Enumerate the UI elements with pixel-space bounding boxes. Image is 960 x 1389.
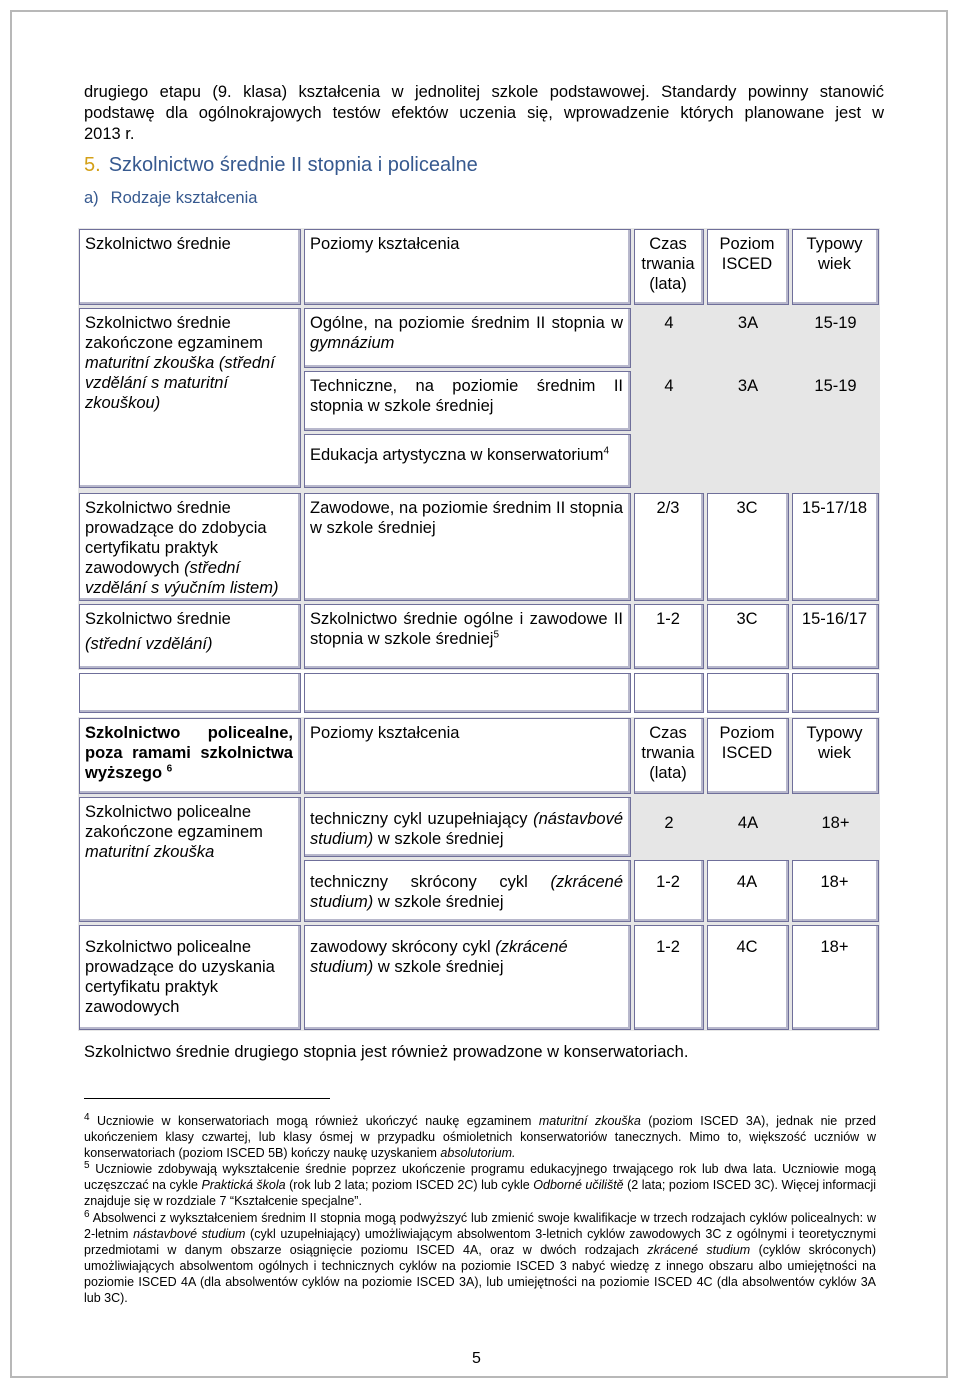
intro-paragraph <box>84 82 884 145</box>
table2-group2-label: Szkolnictwo policealne prowadzące do uzyskania certyfikatu praktyk zawodowych <box>80 926 300 1029</box>
table2-g1-row2-duration: 1-2 <box>635 861 703 921</box>
table-secondary-education <box>78 228 880 670</box>
table2-g2-isced: 4C <box>708 926 788 1029</box>
spacer-cell-3 <box>635 674 703 712</box>
footnote-6: $^6$ Absolwenci z wykształceniem średnim II stopnia mogą podwyższyć lub zmienić swoje kwalifikacje w trzech rodzajach cyklów policealnych: w 2-letnim nástavbové studium (cykl uzupełniający) umożliwiającym absolwentom 3-letnich cyklów zawodowych 3C z ogólnymi i teoretycznymi przedmiotami w danym obszarze osiągnięcie poziomu ISCED 4A, oraz w dwóch rodzajach zkrácené studium (cyklów skróconych) umożliwiających absolwentom ogólnych i technicznych cyklów na poziomie ISCED 3 nabyć wiedzę z innego obszaru albo umiejętności na poziomie ISCED 4A (dla absolwentów cyklów na poziomie ISCED 3A), lub umiejętności na poziomie ISCED 4C (dla absolwentów cyklów 3A lub 3C). <box>84 1208 877 1305</box>
table1-g1-row2-age: 15-19 <box>814 377 857 395</box>
table1-g3-level: Szkolnictwo średnie ogólne i zawodowe II stopnia w szkole średniej$^5$ <box>305 605 630 668</box>
table1-g1-row1-age: 15-19 <box>814 314 857 332</box>
intro-line-2: podstawę dla ogólnokrajowych testów efektów uczenia się, wprowadzenie których planowane jest w <box>84 104 884 122</box>
table1-g2-duration: 2/3 <box>635 494 703 600</box>
table2-g1-row2-age: 18+ <box>793 861 878 921</box>
table1-g3-duration: 1-2 <box>635 605 703 668</box>
table1-g2-level: Zawodowe, na poziomie średnim II stopnia w szkole średniej <box>305 494 630 600</box>
page-number: 5 <box>472 1350 481 1367</box>
table1-header-col5: Typowy wiek <box>793 230 878 304</box>
spacer-cell-1 <box>80 674 300 712</box>
table2-g2-level: zawodowy skrócony cykl (zkrácené studium) w szkole średniej <box>305 926 630 1029</box>
table2-g1-row1-duration: 2 <box>664 814 674 832</box>
table2-g1-row2-level: techniczny skrócony cykl (zkrácené studium) w szkole średniej <box>305 861 630 921</box>
table1-header-col1: Szkolnictwo średnie <box>80 230 300 304</box>
table2-g1-row1-isced: 4A <box>737 814 759 832</box>
table2-header-col1: Szkolnictwo policealne, poza ramami szkolnictwa wyższego $^6$ <box>80 719 300 793</box>
table1-group3-label: Szkolnictwo średnie (střední vzdělání) <box>80 605 300 668</box>
table-spacer-row <box>78 672 880 714</box>
table2-header-col3: Czas trwania (lata) <box>635 719 703 793</box>
footnote-5: $^5$ Uczniowie zdobywają wykształcenie średnie poprzez ukończenie programu edukacyjnego trwającego rok lub dwa lata. Uczniowie mogą uczęszczać na cykle Praktická škola (rok lub 2 lata; poziom ISCED 2C) lub cykle Odborné učiliště (2 lata; poziom ISCED 3C). Więcej informacji znajduje się w rozdziale 7 “Kształcenie specjalne”. <box>84 1159 877 1208</box>
footnote-4: $^4$ Uczniowie w konserwatoriach mogą również ukończyć naukę egzaminem maturitní zkouška (poziom ISCED 3A), jednak nie przed ukończeniem klasy czwartej, lub klasy ósmej w przypadku ośmioletnich konserwatoriów tanecznych. Mimo to, większość uczniów w konserwatoriach (poziom ISCED 5B) kończy naukę uzyskaniem absolutorium. <box>84 1111 876 1160</box>
section-number: 5. <box>84 154 101 176</box>
table1-g1-row2-duration: 4 <box>664 377 674 395</box>
subsection-letter: a) <box>84 189 99 207</box>
footnote-separator <box>84 1098 330 1099</box>
spacer-cell-5 <box>793 674 878 712</box>
table2-g1-row1-level: techniczny cykl uzupełniający (nástavbové studium) w szkole średniej <box>305 798 630 856</box>
section-heading <box>84 154 478 177</box>
table2-header-col2: Poziomy kształcenia <box>305 719 630 793</box>
table1-header-col3: Czas trwania (lata) <box>635 230 703 304</box>
table1-g2-age: 15-17/18 <box>793 494 878 600</box>
table2-group1-label: Szkolnictwo policealne zakończone egzaminem maturitní zkouška <box>80 798 300 921</box>
table2-g1-row2-isced: 4A <box>708 861 788 921</box>
table2-header-col5: Typowy wiek <box>793 719 878 793</box>
footnote-ref-5: 5 <box>493 629 499 641</box>
table1-g1-row1-duration: 4 <box>664 314 674 332</box>
table1-g1-row2-isced: 3A <box>737 377 759 395</box>
table2-g1-row1-age: 18+ <box>821 814 850 832</box>
subsection-title: Rodzaje kształcenia <box>110 189 258 207</box>
table1-g3-isced: 3C <box>708 605 788 668</box>
table1-g1-row3-level: Edukacja artystyczna w konserwatorium$^4$ <box>305 435 630 487</box>
table1-group1-label: Szkolnictwo średnie zakończone egzaminem maturitní zkouška (střední vzdělání s maturitní zkouškou) <box>80 309 300 487</box>
spacer-cell-4 <box>708 674 788 712</box>
section-title: Szkolnictwo średnie II stopnia i policealne <box>108 154 478 176</box>
table1-g1-row1-isced: 3A <box>737 314 759 332</box>
conservatory-note: Szkolnictwo średnie drugiego stopnia jest również prowadzone w konserwatoriach. <box>84 1043 689 1061</box>
intro-line-3: 2013 r. <box>84 125 135 143</box>
footnote-ref-6: 6 <box>166 763 173 775</box>
subsection-heading <box>84 189 257 208</box>
table1-g1-row1-level: Ogólne, na poziomie średnim II stopnia w gymnázium <box>305 309 630 367</box>
table1-header-col4: Poziom ISCED <box>708 230 788 304</box>
table1-group2-label: Szkolnictwo średnie prowadzące do zdobycia certyfikatu praktyk zawodowych (střední vzdělání s výučním listem) <box>80 494 300 600</box>
table1-g3-age: 15-16/17 <box>793 605 878 668</box>
table2-g2-age: 18+ <box>793 926 878 1029</box>
table1-g1-row2-level: Techniczne, na poziomie średnim II stopnia w szkole średniej <box>305 372 630 430</box>
table1-header-col2: Poziomy kształcenia <box>305 230 630 304</box>
table1-g2-isced: 3C <box>708 494 788 600</box>
table2-header-col4: Poziom ISCED <box>708 719 788 793</box>
table-post-secondary-education <box>78 717 880 1031</box>
footnote-ref-4: 4 <box>603 445 610 457</box>
table2-g2-duration: 1-2 <box>635 926 703 1029</box>
intro-line-1: drugiego etapu (9. klasa) kształcenia w jednolitej szkole podstawowej. Standardy powinny stanowić <box>84 83 884 101</box>
spacer-cell-2 <box>305 674 630 712</box>
